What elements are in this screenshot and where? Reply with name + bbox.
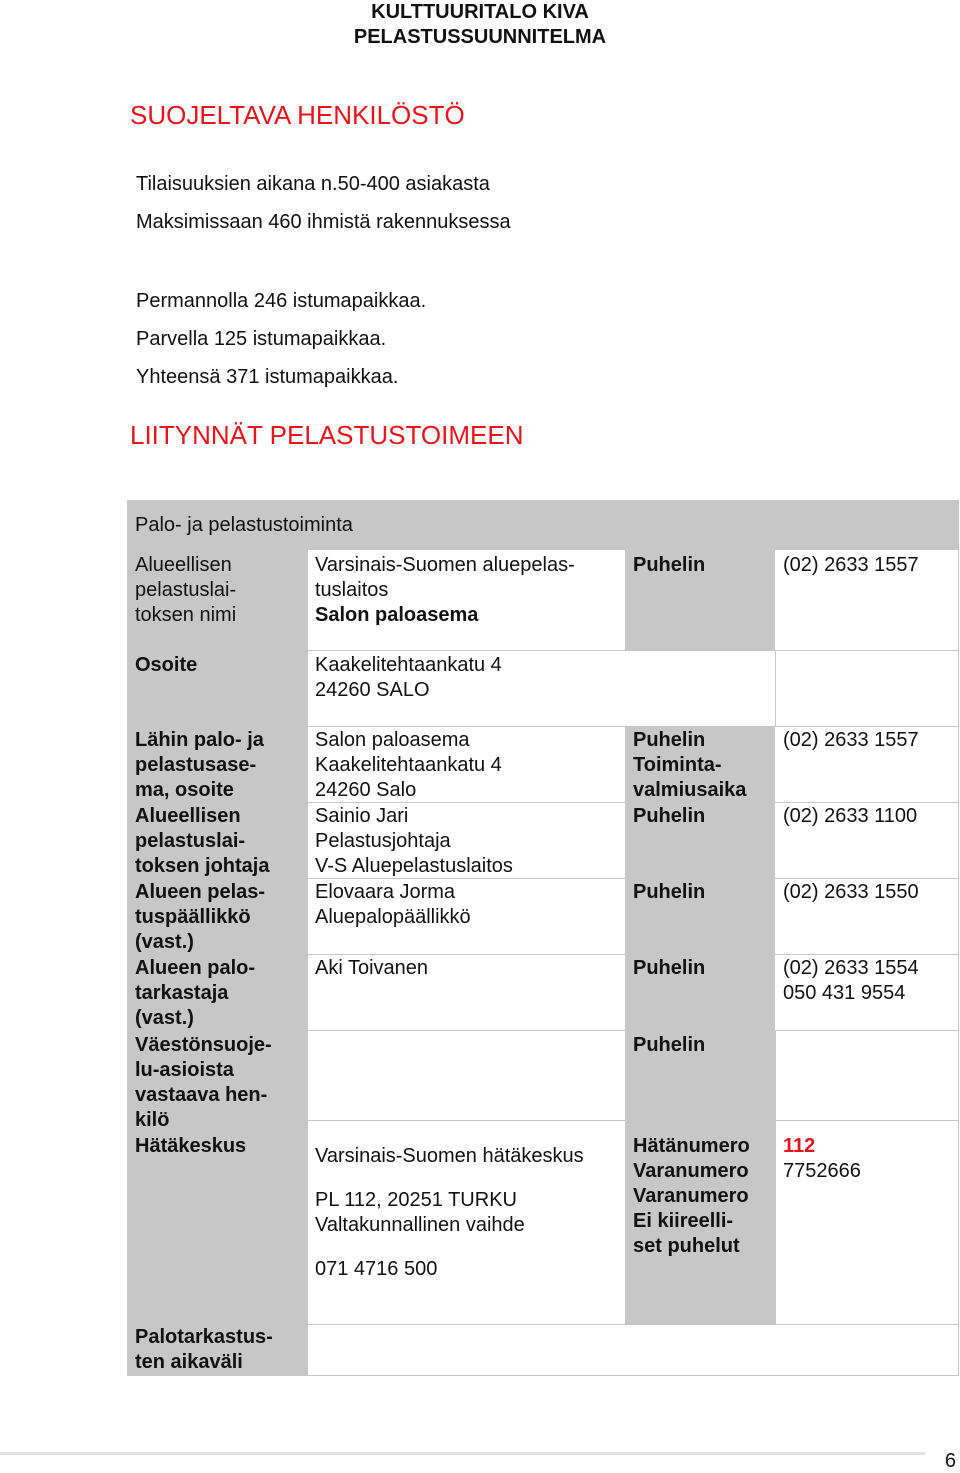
label-line: Lähin palo- ja [135,729,264,751]
table-heading [127,500,959,550]
label-line: toksen johtaja [135,855,270,877]
row-director-label [127,804,307,879]
row-region-name-value [307,553,625,628]
row-nearest-station-label [127,728,307,803]
label-line: tarkastaja [135,982,229,1004]
value-line: Kaakelitehtaankatu 4 [315,654,502,676]
value-line: V-S Aluepelastuslaitos [315,855,513,877]
row-chief-value [307,880,625,930]
label-line: Väestönsuoje- [135,1034,272,1056]
value-line: 071 4716 500 [315,1258,438,1280]
row-chief-phone: (02) 2633 1550 [783,881,919,903]
row-emergency-center-label: Hätäkeskus [135,1135,247,1157]
phone-label-line: Puhelin [633,729,706,751]
row-emergency-center-phone-label [625,1134,775,1259]
phone-line: 7752666 [783,1160,861,1182]
value-line: 24260 Salo [315,779,417,801]
page-number: 6 [944,1450,956,1472]
phone-label-line: Ei kiireelli- [633,1210,734,1232]
value-line: Valtakunnallinen vaihde [315,1214,525,1236]
header-line-2: PELASTUSSUUNNITELMA [353,26,607,48]
phone-label-line: Varanumero [633,1160,749,1182]
label-line: toksen nimi [135,604,237,626]
label-line: ma, osoite [135,779,234,801]
value-line: Sainio Jari [315,805,409,827]
phone-label-line: Hätänumero [633,1135,750,1157]
row-civil-defence-phone-label: Puhelin [633,1034,706,1056]
label-line: Palotarkastus- [135,1326,273,1348]
label-line: (vast.) [135,1007,194,1029]
label-line: pelastusase- [135,754,257,776]
value-line: Salon paloasema [315,604,479,626]
row-address-value [307,653,625,703]
row-director-phone: (02) 2633 1100 [783,805,918,827]
row-inspector-label [127,956,307,1031]
value-line: Varsinais-Suomen hätäkeskus [315,1145,584,1167]
row-inspector-phone [775,956,959,1006]
row-nearest-station-phone: (02) 2633 1557 [783,729,919,751]
document-header [0,0,960,50]
intro-line: Tilaisuuksien aikana n.50-400 asiakasta [136,173,490,195]
phone-label-line: set puhelut [633,1235,740,1257]
phone-label-line: Toiminta- [633,754,722,776]
row-chief-label [127,880,307,955]
label-line: Alueellisen [135,805,241,827]
phone-line: (02) 2633 1554 [783,957,919,979]
row-civil-defence-label [127,1033,307,1133]
rescue-contacts-table [127,500,959,1376]
emergency-number: 112 [783,1135,816,1157]
value-line: Elovaara Jorma [315,881,456,903]
row-inspector-value: Aki Toivanen [315,957,429,979]
value-line: PL 112, 20251 TURKU [315,1189,517,1211]
table-heading-text: Palo- ja pelastustoiminta [135,514,353,536]
section-title-rescue-links: LIITYNNÄT PELASTUSTOIMEEN [130,420,524,450]
phone-line: 050 431 9554 [783,982,906,1004]
value-line: Aluepalopäällikkö [315,906,471,928]
intro-line: Maksimissaan 460 ihmistä rakennuksessa [136,211,511,233]
header-line-1: KULTTUURITALO KIVA [371,1,589,23]
intro-line: Parvella 125 istumapaikkaa. [136,328,387,350]
value-line: tuslaitos [315,579,389,601]
value-line: Pelastusjohtaja [315,830,451,852]
row-director-value [307,804,625,879]
row-inspector-phone-label: Puhelin [633,957,706,979]
row-inspection-interval-label [127,1325,307,1375]
label-line: tuspäällikkö [135,906,251,928]
label-line: vastaava hen- [135,1084,268,1106]
row-nearest-station-value [307,728,625,803]
row-region-name-label [127,553,307,628]
row-emergency-center-value [307,1144,625,1282]
row-address-label: Osoite [135,654,198,676]
phone-label-line: valmiusaika [633,779,747,801]
row-nearest-station-phone-label [625,728,775,803]
label-line: Alueellisen [135,554,232,576]
label-line: lu-asioista [135,1059,234,1081]
label-line: Alueen palo- [135,957,256,979]
row-region-phone: (02) 2633 1557 [783,554,919,576]
section-title-protected-staff: SUOJELTAVA HENKILÖSTÖ [130,100,465,130]
value-line: 24260 SALO [315,679,430,701]
value-line: Salon paloasema [315,729,470,751]
row-director-phone-label: Puhelin [633,805,706,827]
label-line: kilö [135,1109,170,1131]
intro-lines-a [136,165,511,241]
label-line: pelastuslai- [135,579,237,601]
intro-line: Permannolla 246 istumapaikkaa. [136,290,427,312]
label-line: (vast.) [135,931,194,953]
label-line: Alueen pelas- [135,881,266,903]
row-region-phone-label: Puhelin [633,554,706,576]
footer-divider [0,1452,925,1455]
row-chief-phone-label: Puhelin [633,881,706,903]
intro-line: Yhteensä 371 istumapaikkaa. [136,366,399,388]
label-line: pelastuslai- [135,830,246,852]
label-line: ten aikaväli [135,1351,243,1373]
value-line: Varsinais-Suomen aluepelas- [315,554,575,576]
phone-label-line: Varanumero [633,1185,749,1207]
intro-lines-b [136,282,426,396]
value-line: Kaakelitehtaankatu 4 [315,754,502,776]
row-emergency-center-phone [775,1134,959,1184]
